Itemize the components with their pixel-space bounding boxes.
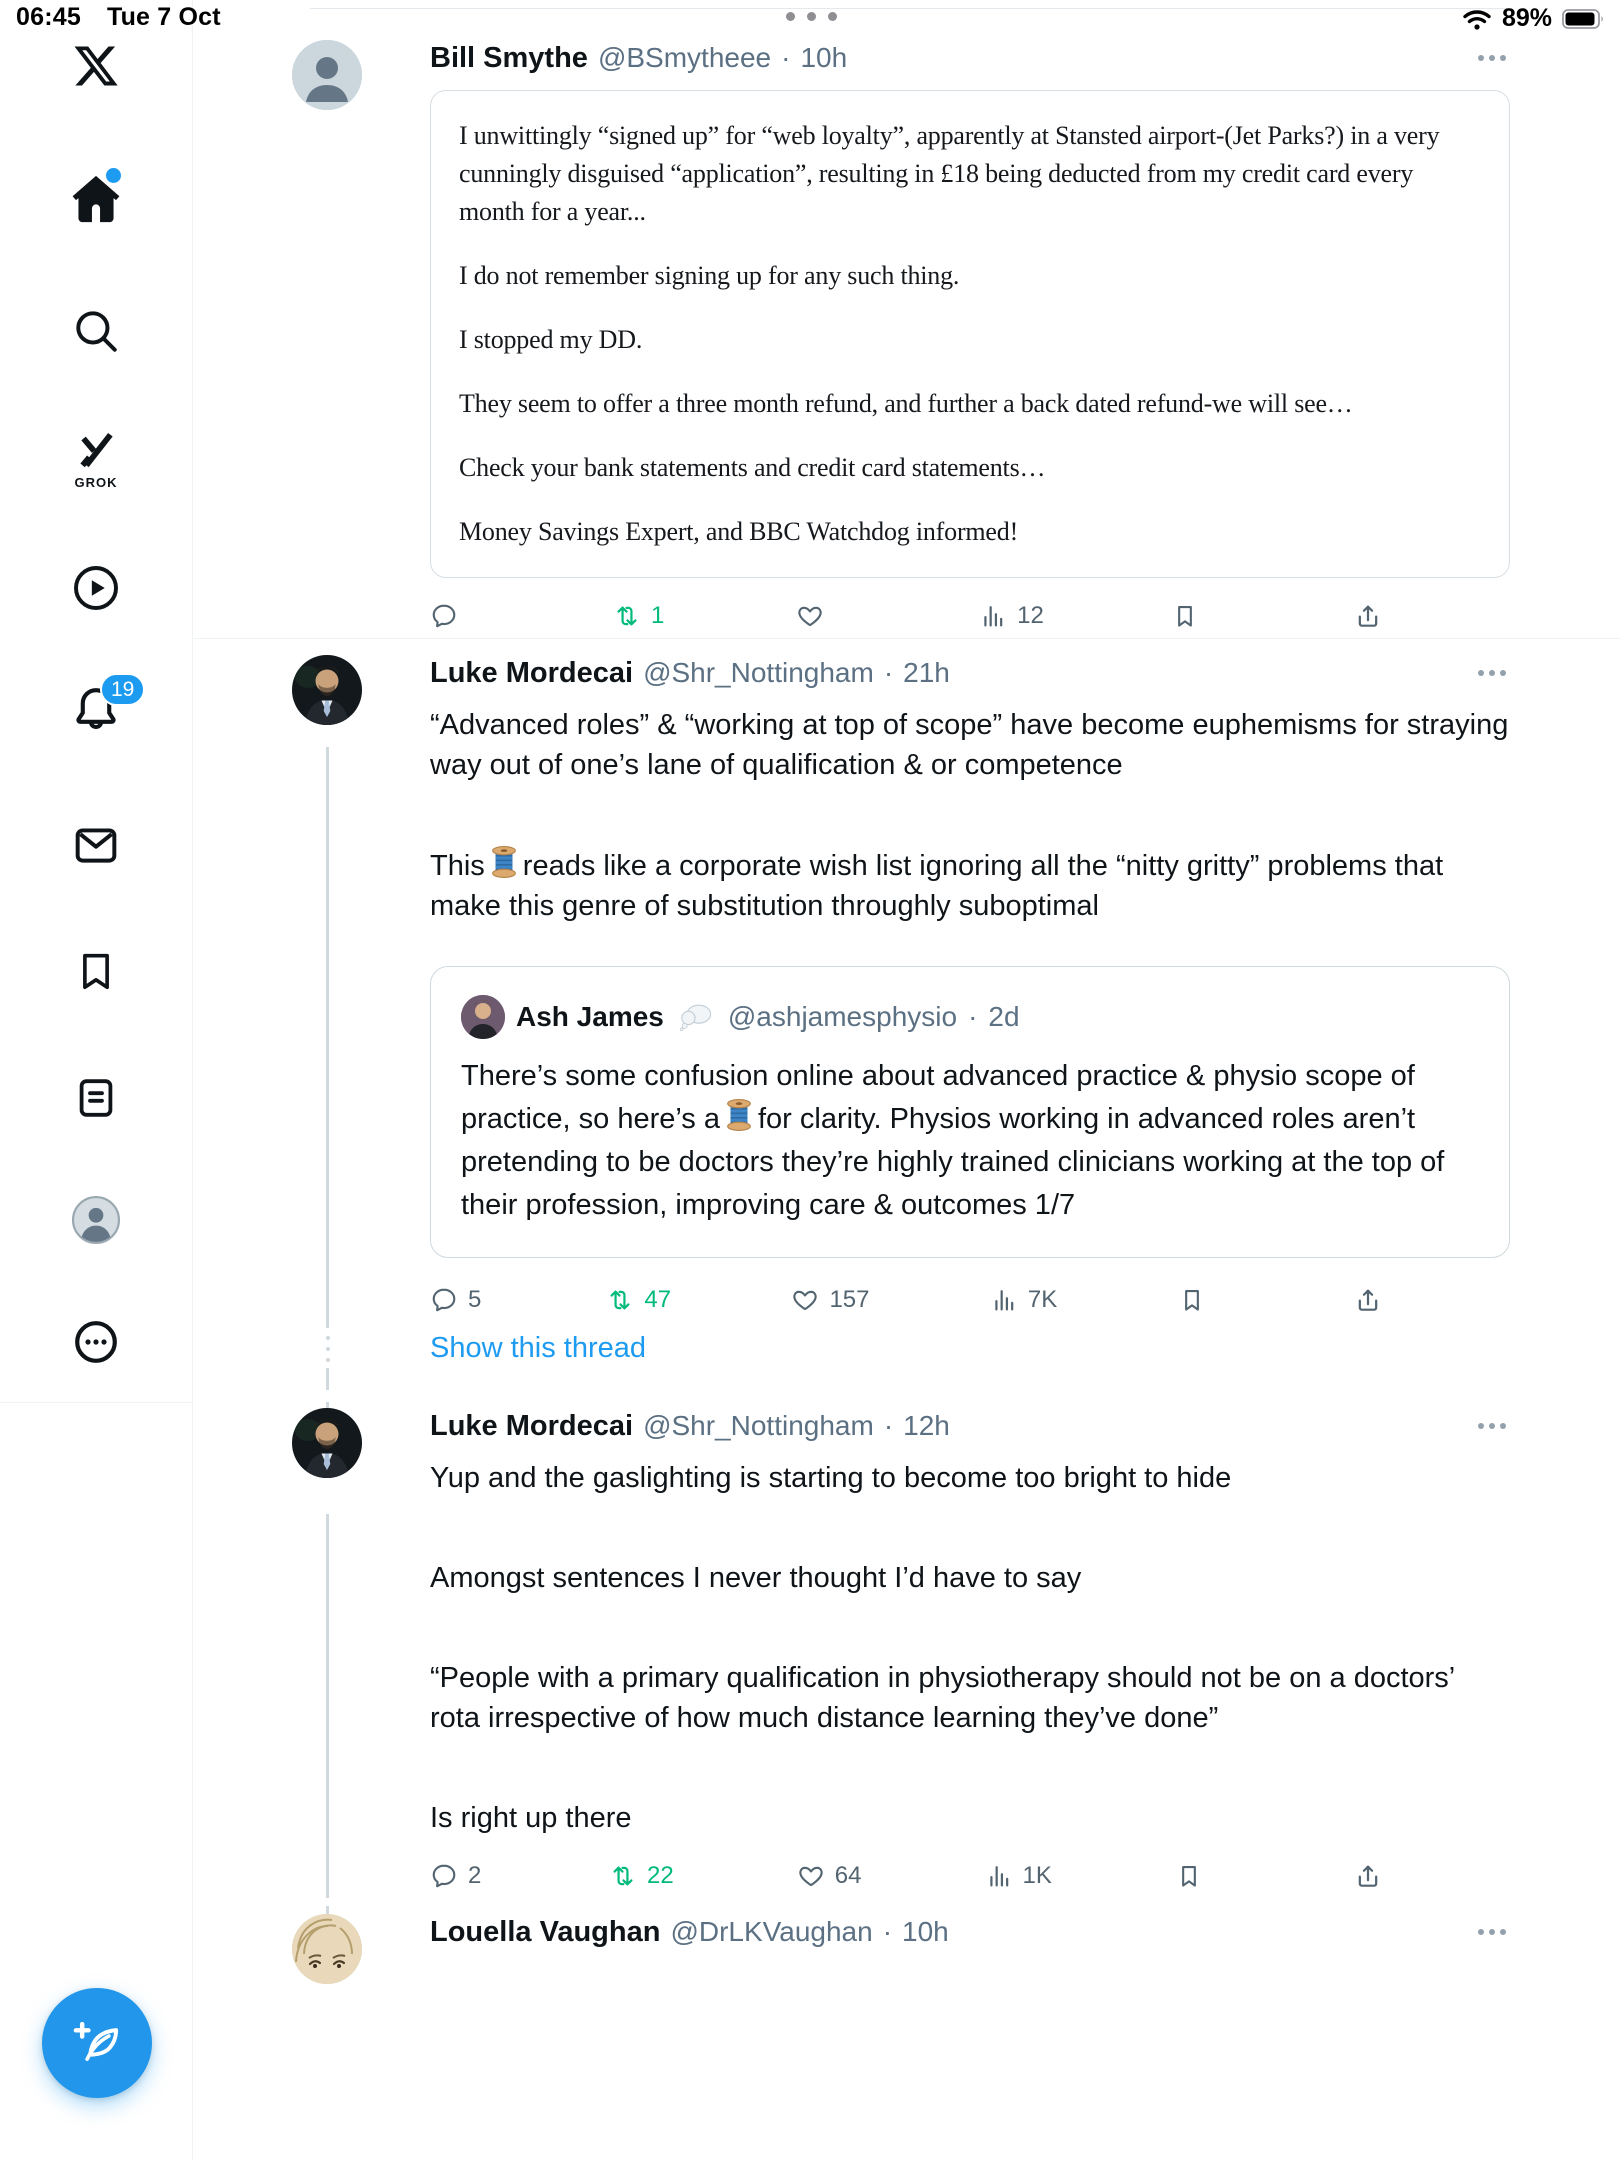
tweet-author-name[interactable]: Luke Mordecai [430, 1410, 634, 1442]
bookmark-button[interactable] [1175, 1862, 1231, 1890]
view-count: 12 [1017, 602, 1044, 629]
avatar[interactable] [292, 1914, 362, 1984]
sidebar-item-messages[interactable] [71, 820, 121, 870]
sidebar-item-grok[interactable] [73, 428, 119, 490]
tweet-text: Is right up there [430, 1802, 632, 1834]
compose-feather-icon [69, 2015, 125, 2071]
like-count: 157 [829, 1286, 870, 1313]
thread-line [326, 1514, 329, 1898]
tweet-timestamp[interactable]: 10h [902, 1916, 949, 1947]
timeline [194, 30, 1620, 1992]
repost-count: 22 [647, 1862, 674, 1889]
reply-count: 5 [468, 1286, 482, 1313]
repost-button[interactable] [606, 1286, 671, 1314]
image-text-line: They seem to offer a three month refund, and further a back dated refund-we will see… [459, 389, 1353, 418]
sidebar-item-lists[interactable] [72, 1074, 120, 1122]
sidebar-item-more[interactable] [72, 1318, 120, 1366]
home-notification-dot [106, 168, 121, 183]
tweet-text: Yup and the gaslighting is starting to become too bright to hide [430, 1462, 1232, 1494]
separator: · [883, 657, 894, 688]
sidebar-item-notifications[interactable] [70, 677, 135, 735]
tweet-author-handle[interactable]: @DrLKVaughan [670, 1916, 873, 1947]
views-button[interactable] [979, 602, 1044, 630]
tweet-louella-vaughan[interactable] [194, 1898, 1620, 1992]
tweet-text: “People with a primary qualification in physiotherapy should not be on a doctors’ rota irrespective of how much distance learning they’ve done” [430, 1662, 1455, 1734]
like-button[interactable] [797, 1862, 862, 1890]
sidebar-item-bookmarks[interactable] [73, 948, 119, 994]
quoted-tweet-text: There’s some confusion online about advanced practice & physio scope of practice, so here’s a for clarity. Physios working in advanced roles aren’t pretending to be doctors they’re highly trained clinicians working at the top of their profession, improving care & outcomes 1/7 [461, 1060, 1445, 1221]
avatar[interactable] [292, 40, 362, 110]
separator: · [968, 1001, 978, 1032]
avatar[interactable] [292, 655, 362, 725]
like-button[interactable] [791, 1286, 869, 1314]
thread-spool-emoji [489, 845, 519, 879]
reply-button[interactable] [430, 602, 486, 630]
status-bar [0, 0, 1620, 30]
bookmark-button[interactable] [1178, 1286, 1234, 1314]
views-button[interactable] [985, 1862, 1052, 1890]
tweet-text: This reads like a corporate wish list ignoring all the “nitty gritty” problems that make this genre of substitution throughly suboptimal [430, 845, 1510, 926]
tweet-author-handle[interactable]: @Shr_Nottingham [643, 1410, 874, 1441]
sidebar-item-search[interactable] [71, 306, 121, 356]
tweet-author-name[interactable]: Bill Smythe [430, 42, 588, 74]
sidebar-divider [0, 1402, 193, 1403]
view-count: 1K [1022, 1862, 1052, 1889]
tweet-author-name[interactable]: Louella Vaughan [430, 1916, 661, 1948]
sidebar-item-video[interactable] [71, 563, 121, 613]
show-thread-link[interactable]: Show this thread [430, 1332, 647, 1364]
show-thread-row [194, 1322, 1620, 1384]
tweet-timestamp[interactable]: 10h [800, 42, 848, 73]
share-button[interactable] [1354, 1862, 1410, 1890]
separator: · [883, 1410, 894, 1441]
quoted-tweet-ash-james[interactable] [430, 966, 1510, 1258]
window-top-hairline [310, 8, 1510, 9]
x-logo[interactable] [72, 42, 120, 90]
tweet-bill-smythe[interactable] [194, 30, 1620, 638]
more-icon[interactable] [1474, 666, 1510, 680]
reply-count: 2 [468, 1862, 482, 1889]
avatar[interactable] [461, 995, 505, 1039]
separator: · [882, 1916, 893, 1947]
image-text-line: I stopped my DD. [459, 325, 643, 354]
repost-button[interactable] [613, 602, 669, 630]
notifications-badge: 19 [100, 673, 145, 706]
like-count: 64 [834, 1862, 862, 1889]
sidebar-item-home[interactable] [69, 172, 123, 226]
tweet-timestamp[interactable]: 21h [903, 657, 950, 688]
image-text-line: Check your bank statements and credit card statements… [459, 453, 1046, 482]
tweet-luke-mordecai-21h[interactable] [194, 639, 1620, 1322]
repost-count: 47 [644, 1286, 672, 1313]
thread-line [326, 1314, 329, 1328]
tweet-text: Amongst sentences I never thought I’d have to say [430, 1562, 1082, 1594]
more-icon[interactable] [1474, 51, 1510, 65]
avatar[interactable] [292, 1408, 362, 1478]
like-button[interactable] [796, 602, 852, 630]
share-button[interactable] [1354, 602, 1410, 630]
sidebar-nav [0, 0, 193, 2160]
tweet-author-handle[interactable]: @Shr_Nottingham [643, 657, 874, 688]
quoted-author-handle[interactable]: @ashjamesphysio [727, 1001, 958, 1032]
repost-count: 1 [651, 602, 665, 629]
sidebar-item-profile[interactable] [70, 1194, 122, 1246]
image-text-line: I do not remember signing up for any such thing. [459, 261, 960, 290]
tweet-image-attachment[interactable] [430, 90, 1510, 578]
more-icon[interactable] [1474, 1419, 1510, 1433]
grok-label: GROK [74, 475, 118, 490]
views-button[interactable] [990, 1286, 1057, 1314]
share-button[interactable] [1354, 1286, 1410, 1314]
battery-percent: 89% [1501, 4, 1552, 32]
multitasking-indicator[interactable] [786, 12, 837, 21]
compose-button[interactable] [42, 1988, 152, 2098]
tweet-author-name[interactable]: Luke Mordecai [430, 657, 634, 689]
more-icon[interactable] [1474, 1925, 1510, 1939]
separator: · [781, 42, 791, 73]
status-time: 06:45 [16, 3, 81, 31]
wifi-icon [1462, 7, 1492, 31]
reply-button[interactable] [430, 1286, 486, 1314]
tweet-text: “Advanced roles” & “working at top of scope” have become euphemisms for straying way out of one’s lane of qualification & or competence [430, 709, 1509, 781]
thread-spool-emoji [724, 1098, 754, 1132]
status-date: Tue 7 Oct [106, 3, 221, 31]
tweet-author-handle[interactable]: @BSmytheee [597, 42, 772, 73]
image-text-line: I unwittingly “signed up” for “web loyalty”, apparently at Stansted airport-(Jet Parks?) in a very cunningly disguised “application”, resulting in £18 being deducted from my credit card every month for a year... [459, 121, 1440, 226]
quoted-timestamp[interactable]: 2d [988, 1001, 1020, 1032]
battery-icon [1562, 8, 1606, 30]
repost-button[interactable] [609, 1862, 674, 1890]
tweet-timestamp[interactable]: 12h [903, 1410, 950, 1441]
view-count: 7K [1027, 1286, 1058, 1313]
thought-cloud-emoji [679, 1002, 713, 1032]
bookmark-button[interactable] [1171, 602, 1227, 630]
image-text-line: Money Savings Expert, and BBC Watchdog informed! [459, 517, 1019, 546]
reply-button[interactable] [430, 1862, 486, 1890]
quoted-author-name[interactable]: Ash James [516, 1001, 664, 1032]
thread-line [326, 747, 329, 1324]
tweet-luke-mordecai-12h[interactable] [194, 1384, 1620, 1898]
